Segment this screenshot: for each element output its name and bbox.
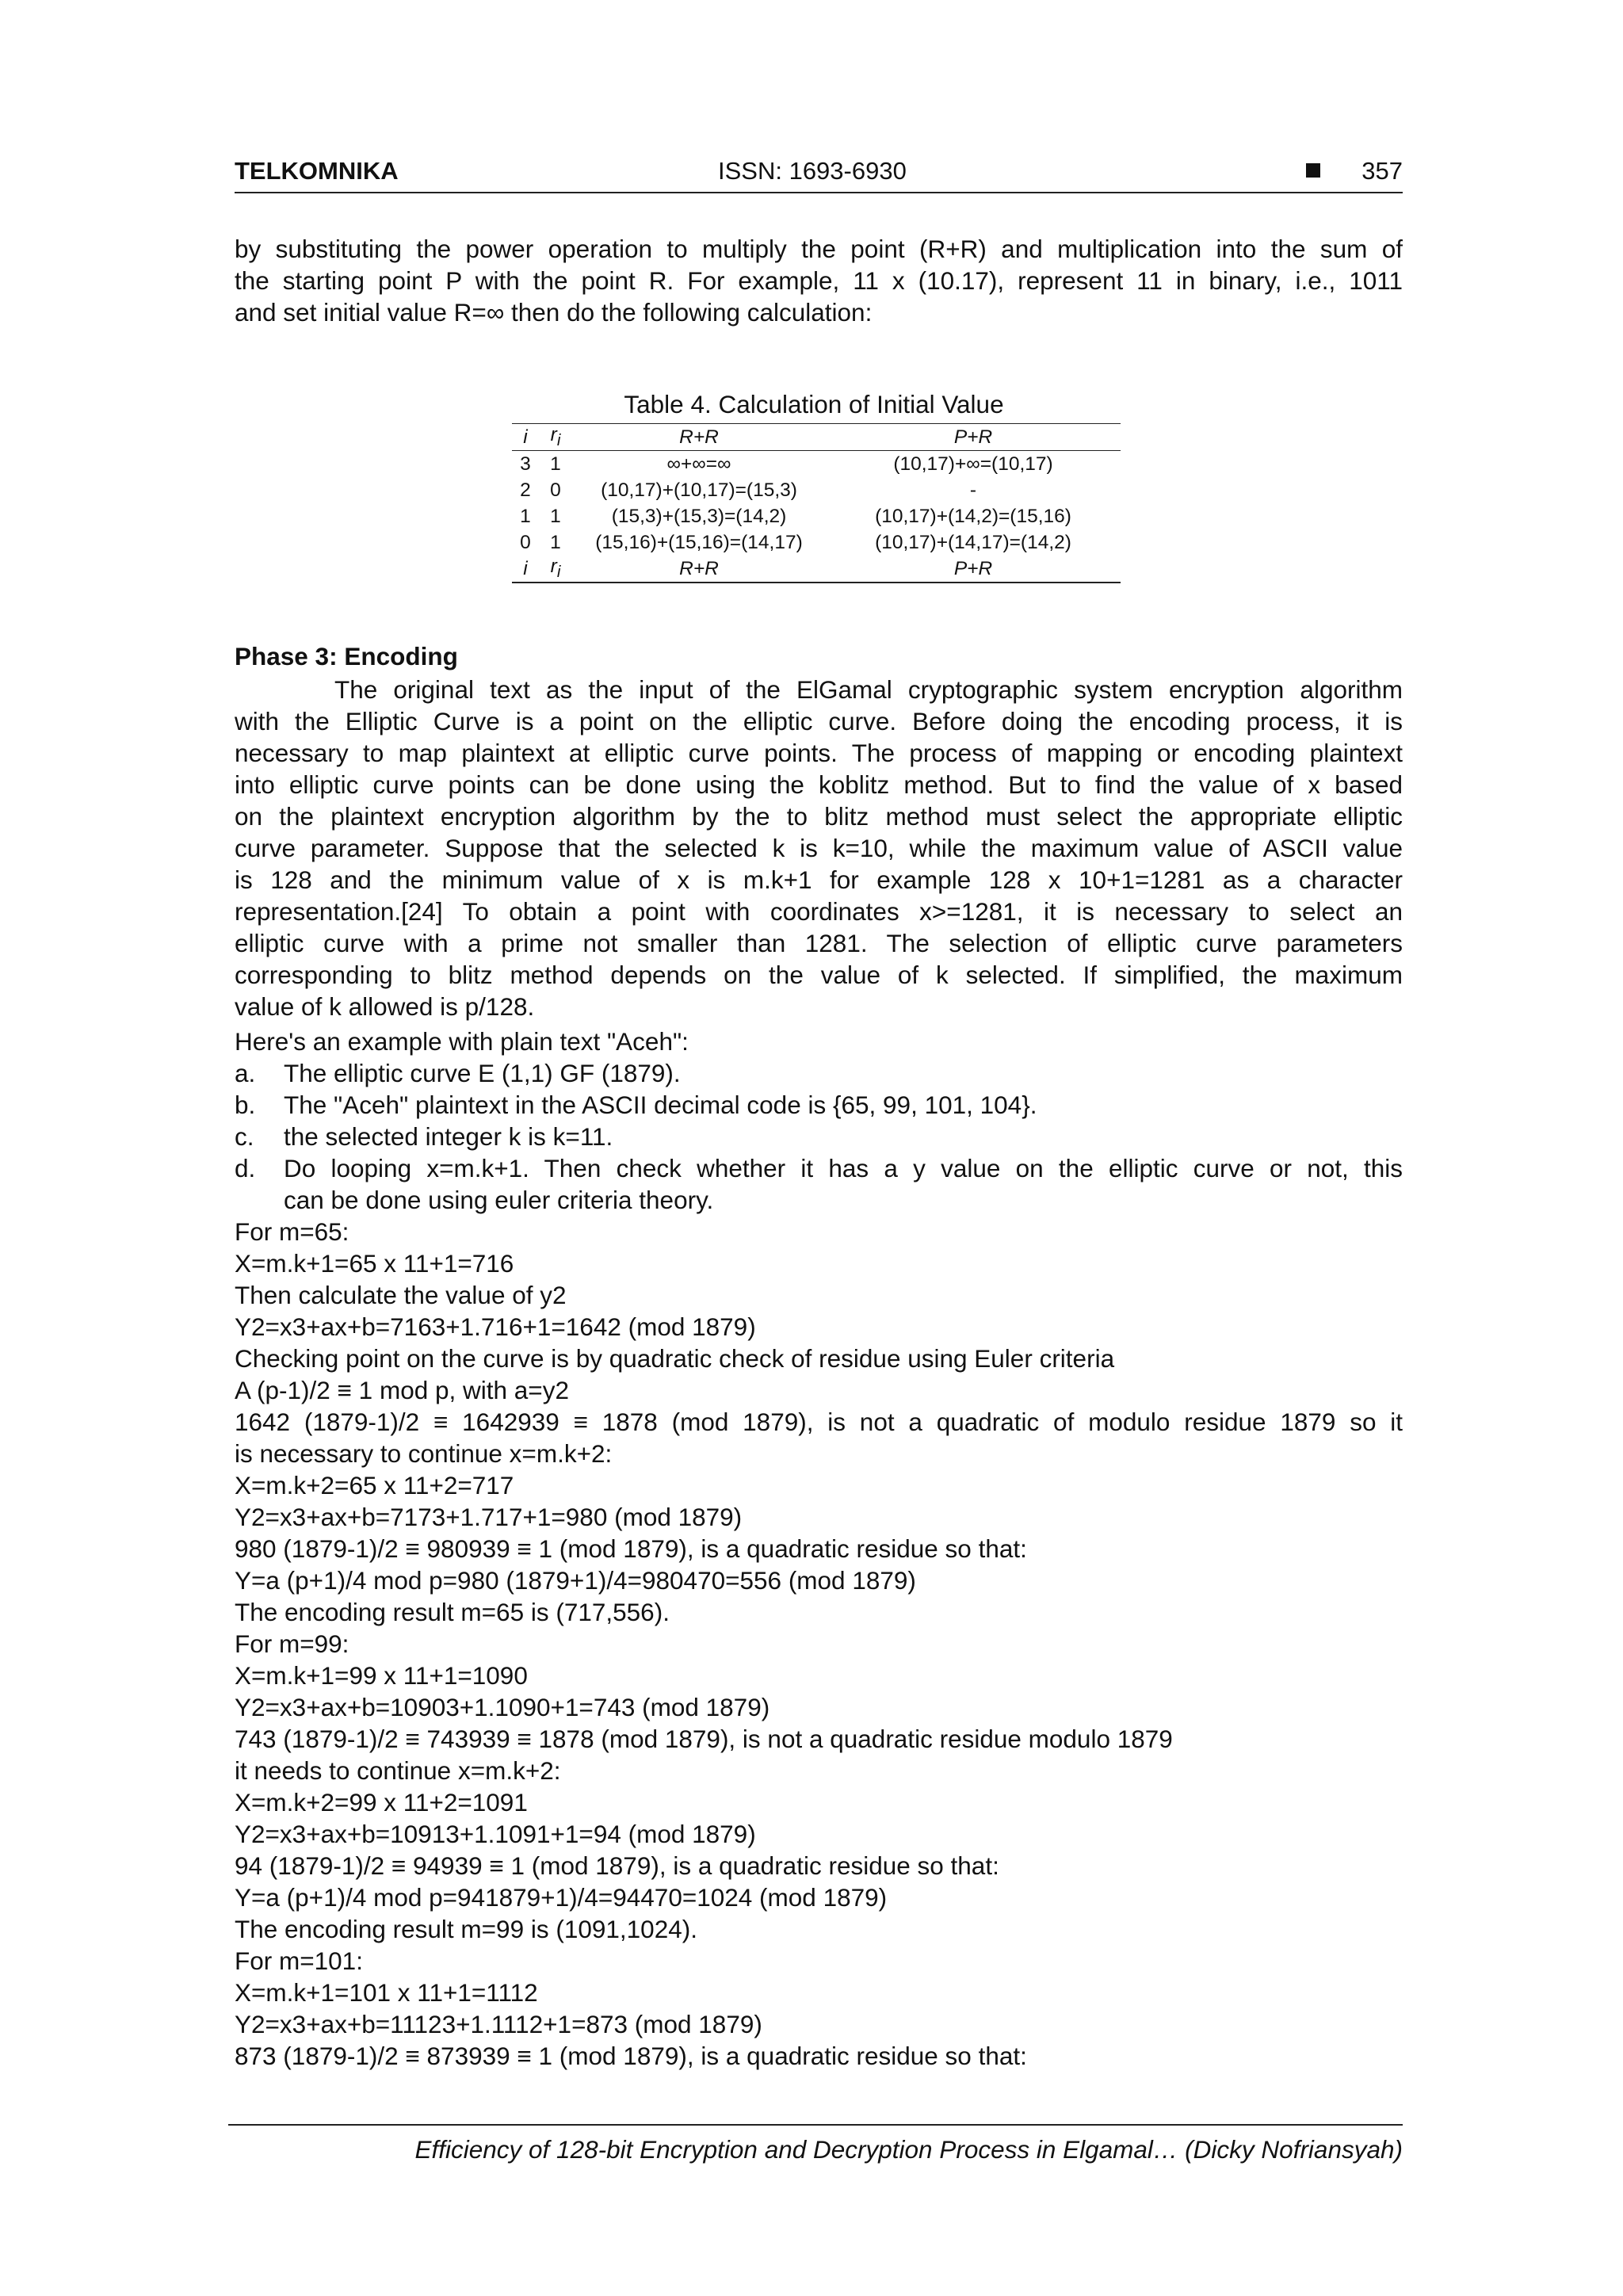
cell-ri: 1 xyxy=(550,505,561,527)
header-ri: $r_i$ xyxy=(539,424,572,451)
text-line: corresponding to blitz method depends on the value of k selected. If simplified, the maximum xyxy=(235,961,1403,989)
calculation-steps xyxy=(235,1216,1403,2072)
calc-line: X=m.k+2=65 x 11+2=717 xyxy=(235,1471,514,1499)
list-item-text: The "Aceh" plaintext in the ASCII decimal code is {65, 99, 101, 104}. xyxy=(284,1091,1037,1119)
calc-line: Y2=x3+ax+b=7163+1.716+1=1642 (mod 1879) xyxy=(235,1312,756,1341)
calc-line: The encoding result m=65 is (717,556). xyxy=(235,1598,670,1626)
footer-i: i xyxy=(512,556,539,583)
text-line: representation.[24] To obtain a point with coordinates x>=1281, it is necessary to select an xyxy=(235,897,1403,926)
cell-r-plus-r: (15,16)+(15,16)=(14,17) xyxy=(595,531,803,553)
cell-r-plus-r: ∞+∞=∞ xyxy=(666,453,731,475)
intro-paragraph xyxy=(235,233,1403,328)
table-header-row xyxy=(512,424,1121,451)
calc-line: Y2=x3+ax+b=10903+1.1090+1=743 (mod 1879) xyxy=(235,1693,770,1721)
text-line: curve parameter. Suppose that the selected k is k=10, while the maximum value of ASCII value xyxy=(235,834,1403,862)
cell-i: 2 xyxy=(520,479,531,501)
cell-p-plus-r: (10,17)+∞=(10,17) xyxy=(893,453,1053,475)
list-item-text: can be done using euler criteria theory. xyxy=(284,1186,714,1214)
page-number: 357 xyxy=(1361,157,1403,185)
calc-line: Then calculate the value of y2 xyxy=(235,1281,567,1309)
calc-line: 1642 (1879-1)/2 ≡ 1642939 ≡ 1878 (mod 1879), is not a quadratic of modulo residue 1879 so it xyxy=(235,1408,1403,1436)
table-row xyxy=(512,529,1121,556)
cell-ri: 1 xyxy=(550,531,561,553)
footer-citation: Efficiency of 128-bit Encryption and Decryption Process in Elgamal… (Dicky Nofriansyah) xyxy=(414,2135,1403,2164)
calc-line: 980 (1879-1)/2 ≡ 980939 ≡ 1 (mod 1879), is a quadratic residue so that: xyxy=(235,1534,1027,1563)
running-footer xyxy=(228,2124,1403,2164)
list-item xyxy=(235,1057,1403,1089)
calc-line: Y2=x3+ax+b=11123+1.1112+1=873 (mod 1879) xyxy=(235,2010,762,2038)
example-intro: Here's an example with plain text "Aceh": xyxy=(235,1027,689,1056)
text-line: into elliptic curve points can be done using the koblitz method. But to find the value of x based xyxy=(235,770,1403,799)
header-r-plus-r: R+R xyxy=(572,424,826,451)
header-i: i xyxy=(512,424,539,451)
cell-r-plus-r: (10,17)+(10,17)=(15,3) xyxy=(601,479,797,501)
text-line: necessary to map plaintext at elliptic curve points. The process of mapping or encoding plaintext xyxy=(235,739,1403,767)
calc-line: Y=a (p+1)/4 mod p=980 (1879+1)/4=980470=556 (mod 1879) xyxy=(235,1566,916,1595)
table-row xyxy=(512,477,1121,503)
calc-line: 873 (1879-1)/2 ≡ 873939 ≡ 1 (mod 1879), is a quadratic residue so that: xyxy=(235,2042,1027,2070)
cell-p-plus-r: (10,17)+(14,17)=(14,2) xyxy=(875,531,1071,553)
text-line: The original text as the input of the ElGamal cryptographic system encryption algorithm xyxy=(334,675,1403,704)
list-item-text: the selected integer k is k=11. xyxy=(284,1122,613,1151)
cell-p-plus-r: (10,17)+(14,2)=(15,16) xyxy=(875,505,1071,527)
table-caption: Table 4. Calculation of Initial Value xyxy=(624,390,1004,418)
calc-line: Y2=x3+ax+b=10913+1.1091+1=94 (mod 1879) xyxy=(235,1820,756,1848)
calc-line: it needs to continue x=m.k+2: xyxy=(235,1756,561,1785)
initial-value-table xyxy=(512,423,1121,583)
footer-ri: $r_i$ xyxy=(539,556,572,583)
list-item-text: The elliptic curve E (1,1) GF (1879). xyxy=(284,1059,681,1087)
list-marker: d. xyxy=(235,1154,256,1182)
calc-line: X=m.k+1=101 x 11+1=1112 xyxy=(235,1978,538,2007)
calc-line: The encoding result m=99 is (1091,1024). xyxy=(235,1915,697,1943)
list-marker: c. xyxy=(235,1122,254,1151)
calc-line: Checking point on the curve is by quadratic check of residue using Euler criteria xyxy=(235,1344,1115,1373)
calc-line: 743 (1879-1)/2 ≡ 743939 ≡ 1878 (mod 1879), is not a quadratic residue modulo 1879 xyxy=(235,1725,1173,1753)
text-line: is 128 and the minimum value of x is m.k+1 for example 128 x 10+1=1281 as a character xyxy=(235,865,1403,894)
table-row xyxy=(512,451,1121,478)
list-item xyxy=(235,1121,1403,1152)
running-header xyxy=(235,152,1403,193)
section-heading: Phase 3: Encoding xyxy=(235,642,458,670)
calc-line: X=m.k+1=65 x 11+1=716 xyxy=(235,1249,514,1278)
cell-ri: 0 xyxy=(550,479,561,501)
list-item-text: Do looping x=m.k+1. Then check whether it has a y value on the elliptic curve or not, this xyxy=(284,1154,1403,1182)
text-line: value of k allowed is p/128. xyxy=(235,992,535,1021)
cell-i: 0 xyxy=(520,531,531,553)
cell-i: 1 xyxy=(520,505,531,527)
text-line: by substituting the power operation to multiply the point (R+R) and multiplication into the sum of xyxy=(235,235,1403,263)
cell-r-plus-r: (15,3)+(15,3)=(14,2) xyxy=(611,505,787,527)
calc-line: Y=a (p+1)/4 mod p=941879+1)/4=94470=1024 (mod 1879) xyxy=(235,1883,888,1912)
calc-line: For m=99: xyxy=(235,1629,349,1658)
list-marker: a. xyxy=(235,1059,256,1087)
header-p-plus-r: P+R xyxy=(826,424,1121,451)
text-line: on the plaintext encryption algorithm by the to blitz method must select the appropriate elliptic xyxy=(235,802,1403,831)
footer-p-plus-r: P+R xyxy=(826,556,1121,583)
text-line: elliptic curve with a prime not smaller than 1281. The selection of elliptic curve parameters xyxy=(235,929,1403,957)
cell-i: 3 xyxy=(520,453,531,475)
calc-line: For m=101: xyxy=(235,1946,363,1975)
calc-line: Y2=x3+ax+b=7173+1.717+1=980 (mod 1879) xyxy=(235,1503,743,1531)
square-bullet-icon xyxy=(1306,163,1320,178)
list-item xyxy=(235,1089,1403,1121)
example-list xyxy=(235,1057,1403,1216)
calc-line: A (p-1)/2 ≡ 1 mod p, with a=y2 xyxy=(235,1376,569,1404)
table-row xyxy=(512,503,1121,529)
calc-line: is necessary to continue x=m.k+2: xyxy=(235,1439,613,1468)
text-line: with the Elliptic Curve is a point on the elliptic curve. Before doing the encoding process, it is xyxy=(235,707,1403,735)
list-marker: b. xyxy=(235,1091,256,1119)
text-line: the starting point P with the point R. For example, 11 x (10.17), represent 11 in binary, i.e., 1011 xyxy=(235,266,1403,295)
footer-r-plus-r: R+R xyxy=(572,556,826,583)
issn: ISSN: 1693-6930 xyxy=(718,157,907,185)
calc-line: 94 (1879-1)/2 ≡ 94939 ≡ 1 (mod 1879), is a quadratic residue so that: xyxy=(235,1851,999,1880)
text-line: and set initial value R=∞ then do the following calculation: xyxy=(235,298,873,327)
list-item xyxy=(235,1152,1403,1216)
cell-ri: 1 xyxy=(550,453,561,475)
table-footer-row xyxy=(512,556,1121,583)
calc-line: X=m.k+2=99 x 11+2=1091 xyxy=(235,1788,528,1817)
encoding-paragraph xyxy=(235,674,1403,1022)
journal-name: TELKOMNIKA xyxy=(235,157,399,185)
cell-p-plus-r: - xyxy=(969,479,977,501)
calc-line: For m=65: xyxy=(235,1217,349,1246)
calc-line: X=m.k+1=99 x 11+1=1090 xyxy=(235,1661,528,1690)
